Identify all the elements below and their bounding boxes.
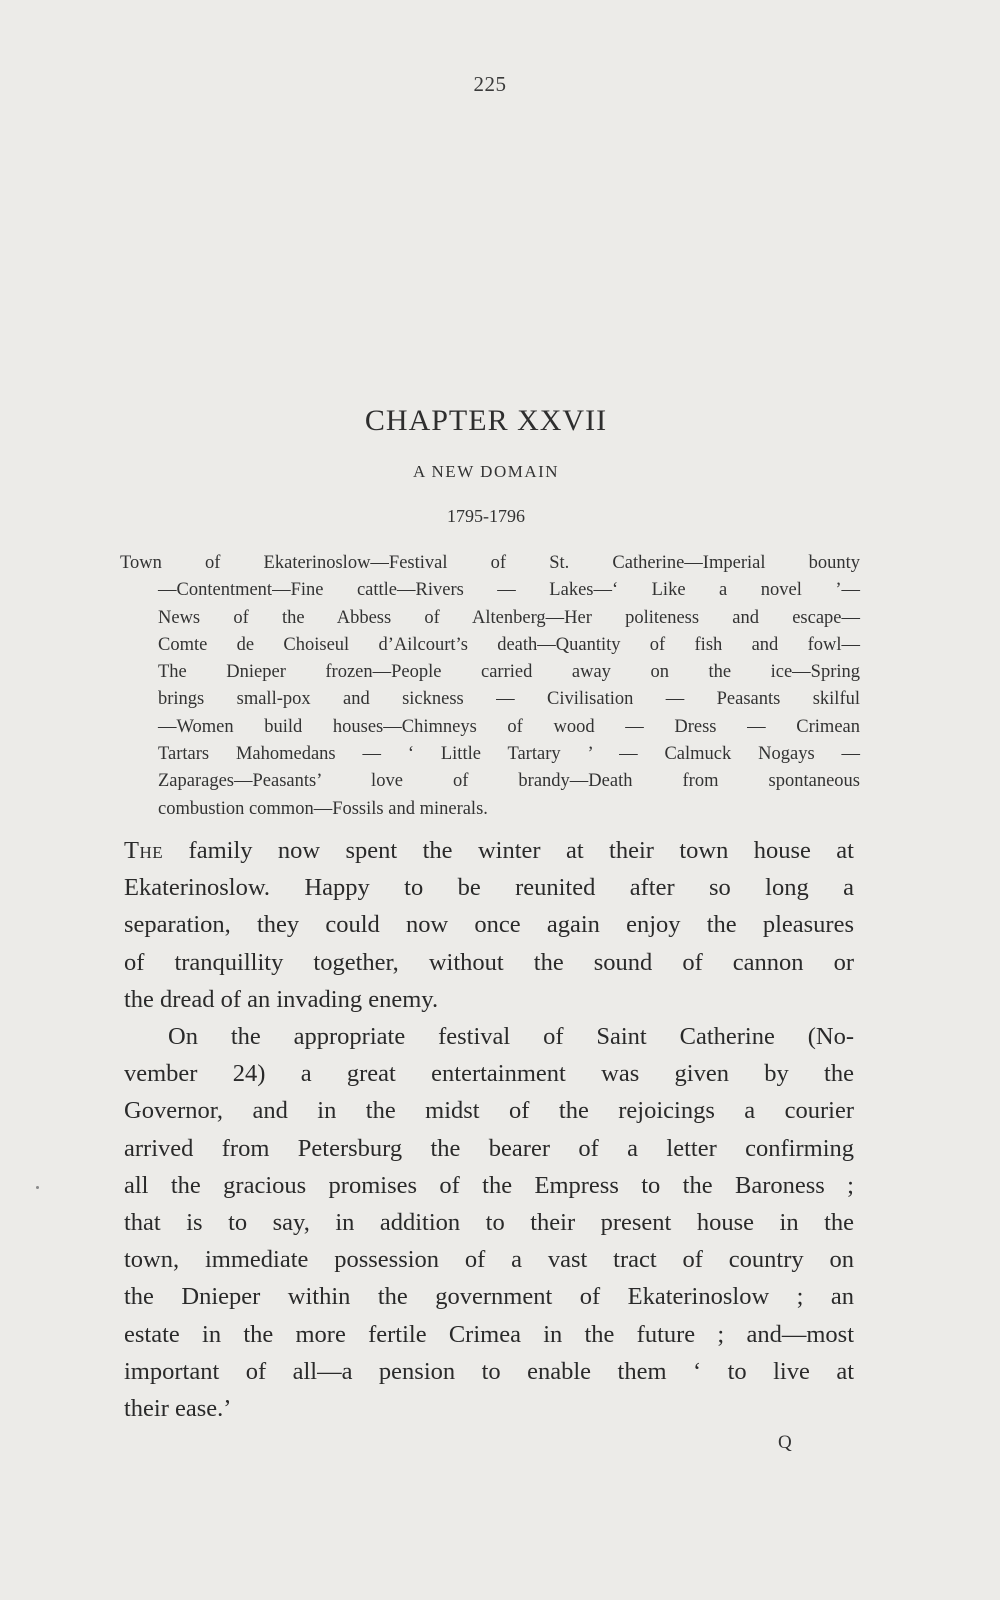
- signature-mark: Q: [778, 1432, 792, 1453]
- paper-speck: [36, 1186, 39, 1189]
- paragraph-2-line: important of all—a pension to enable them ‘ to live at: [124, 1357, 854, 1385]
- paragraph-2-line: town, immediate possession of a vast tract of country on: [124, 1246, 854, 1274]
- paragraph-1-line: of tranquillity together, without the sound of cannon or: [124, 948, 854, 976]
- paragraph-2-line: arrived from Petersburg the bearer of a letter confirming: [124, 1134, 854, 1162]
- paragraph-1-line: separation, they could now once again enjoy the pleasures: [124, 911, 854, 939]
- paragraph-2-line: that is to say, in addition to their present house in the: [124, 1209, 854, 1237]
- paragraph-lead-word: The: [124, 837, 164, 864]
- chapter-years: 1795-1796: [447, 506, 525, 526]
- page-number: 225: [473, 72, 507, 96]
- chapter-synopsis: [120, 550, 860, 823]
- paragraph-1-line: Ekaterinoslow. Happy to be reunited after so long a: [124, 874, 854, 902]
- synopsis-line: Zaparages—Peasants’ love of brandy—Death from spontaneous: [158, 771, 860, 792]
- paragraph-2-line: the Dnieper within the government of Ekaterinoslow ; an: [124, 1283, 854, 1311]
- paragraph-2-line: all the gracious promises of the Empress to the Baroness ;: [124, 1171, 854, 1199]
- synopsis-line: combustion common—Fossils and minerals.: [158, 798, 488, 819]
- paragraph-1-first-line-text: family now spent the winter at their town house at: [163, 837, 854, 864]
- synopsis-line: Town of Ekaterinoslow—Festival of St. Catherine—Imperial bounty: [120, 553, 860, 573]
- body-text: [124, 832, 854, 1427]
- synopsis-line: brings small-pox and sickness — Civilisation — Peasants skilful: [158, 689, 860, 710]
- synopsis-line: News of the Abbess of Altenberg—Her politeness and escape—: [158, 607, 860, 628]
- paragraph-2-line: their ease.’: [124, 1395, 232, 1423]
- synopsis-line: Comte de Choiseul d’Ailcourt’s death—Quantity of fish and fowl—: [158, 634, 860, 655]
- synopsis-line: Tartars Mahomedans — ‘ Little Tartary ’ — Calmuck Nogays —: [158, 744, 860, 765]
- synopsis-line: —Women build houses—Chimneys of wood — Dress — Crimean: [158, 716, 860, 737]
- chapter-title: CHAPTER XXVII: [364, 404, 608, 437]
- paragraph-1-line: the dread of an invading enemy.: [124, 985, 439, 1013]
- chapter-subtitle: A NEW DOMAIN: [412, 462, 560, 481]
- paragraph-2-line: estate in the more fertile Crimea in the future ; and—most: [124, 1320, 854, 1348]
- synopsis-line: —Contentment—Fine cattle—Rivers — Lakes—‘ Like a novel ’—: [158, 580, 860, 601]
- paragraph-2-line: Governor, and in the midst of the rejoicings a courier: [124, 1097, 854, 1125]
- synopsis-line: The Dnieper frozen—People carried away on the ice—Spring: [158, 662, 860, 683]
- paragraph-2-line: On the appropriate festival of Saint Catherine (No-: [168, 1023, 854, 1051]
- paragraph-1-line: [124, 832, 854, 869]
- paragraph-2-line: vember 24) a great entertainment was given by the: [124, 1060, 854, 1088]
